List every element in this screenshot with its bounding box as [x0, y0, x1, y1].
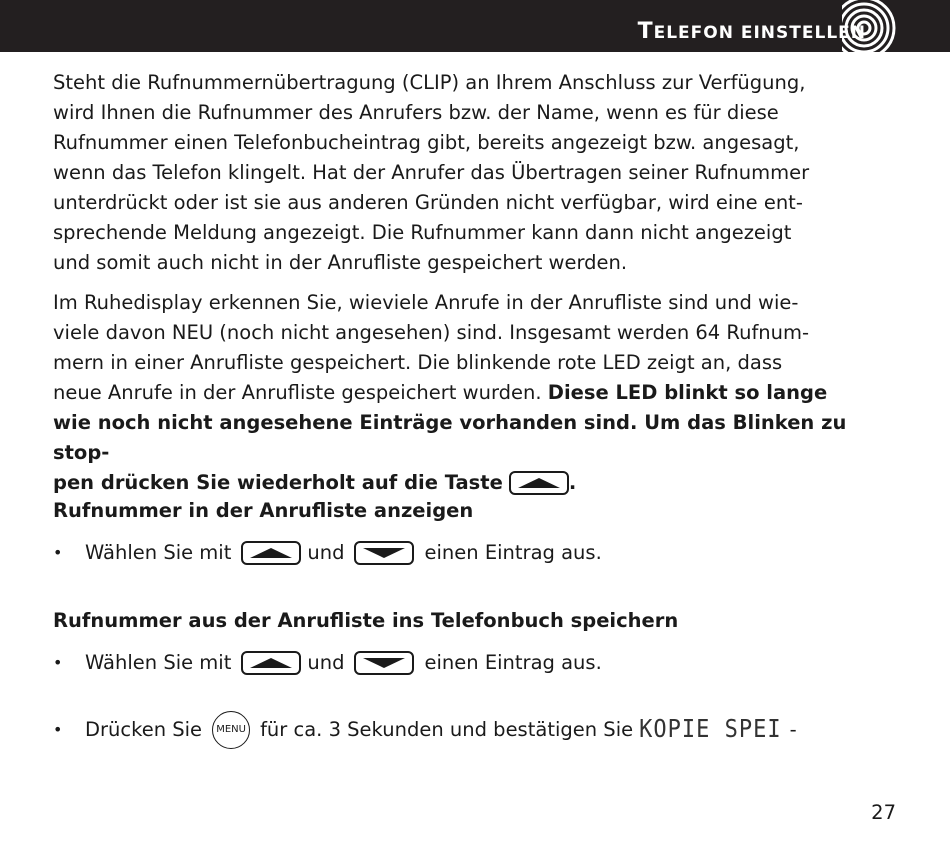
title-rest: ELEFON EINSTELLEN — [653, 23, 866, 43]
list-item — [53, 538, 602, 568]
period: . — [568, 471, 577, 494]
text-line: Im Ruhedisplay erkennen Sie, wieviele Anrufe in der Anrufliste sind und wie- — [53, 291, 799, 314]
text-normal: einen Eintrag aus. — [424, 651, 602, 674]
text-line: wenn das Telefon klingelt. Hat der Anrufer das Übertragen seiner Rufnummer — [53, 161, 810, 184]
page-number: 27 — [871, 801, 896, 824]
title-initial: T — [637, 19, 654, 44]
menu-key-label: MENU — [216, 724, 246, 735]
section-heading-show-number: Rufnummer in der Anrufliste anzeigen — [53, 499, 474, 522]
text-line: wird Ihnen die Rufnummer des Anrufers bzw. der Name, wenn es für diese — [53, 101, 779, 124]
text-line: unterdrückt oder ist sie aus anderen Gründen nicht verfügbar, wird eine ent- — [53, 191, 803, 214]
text-line: Steht die Rufnummernübertragung (CLIP) an Ihrem Anschluss zur Verfügung, — [53, 71, 806, 94]
text-normal: Wählen Sie mit — [85, 651, 232, 674]
down-arrow-key-icon — [354, 651, 414, 675]
text-normal: einen Eintrag aus. — [424, 541, 602, 564]
text-line — [53, 378, 898, 408]
section-heading-save-number: Rufnummer aus der Anrufliste ins Telefonbuch speichern — [53, 609, 679, 632]
text-normal: und — [307, 651, 345, 674]
text-bold: Diese LED blinkt so lange — [547, 381, 828, 404]
text-line — [53, 408, 898, 468]
text-normal: für ca. 3 Sekunden und bestätigen Sie — [260, 718, 634, 741]
sound-waves-icon — [842, 0, 898, 52]
up-arrow-key-icon — [241, 651, 301, 675]
text-line: und somit auch nicht in der Anrufliste gespeichert werden. — [53, 251, 628, 274]
text-line: sprechende Meldung angezeigt. Die Rufnummer kann dann nicht angezeigt — [53, 221, 792, 244]
text-bold: wie noch nicht angesehene Einträge vorhanden sind. Um das Blinken zu stop- — [53, 411, 847, 464]
page-section-title — [638, 19, 866, 44]
header-bar — [0, 0, 950, 52]
menu-key-icon — [212, 711, 250, 749]
text-line: Rufnummer einen Telefonbucheintrag gibt, bereits angezeigt bzw. angesagt, — [53, 131, 800, 154]
text-bold: pen drücken Sie wiederholt auf die Taste — [53, 471, 503, 494]
up-arrow-key-icon — [509, 471, 569, 495]
bullet: • — [53, 543, 63, 562]
intro-paragraph — [53, 68, 898, 278]
text-normal: Wählen Sie mit — [85, 541, 232, 564]
text-normal: neue Anrufe in der Anrufliste gespeichert wurden. — [53, 381, 548, 404]
text-line — [53, 468, 898, 498]
list-item — [53, 711, 797, 749]
text-normal: Drücken Sie — [85, 718, 203, 741]
list-item — [53, 648, 602, 678]
text-line: mern in einer Anrufliste gespeichert. Die blinkende rote LED zeigt an, dass — [53, 351, 783, 374]
text-normal: und — [307, 541, 345, 564]
down-arrow-key-icon — [354, 541, 414, 565]
call-list-paragraph — [53, 288, 898, 498]
text-normal: - — [789, 718, 797, 741]
lcd-display-text: KOPIE SPEI — [639, 715, 782, 744]
bullet: • — [53, 653, 63, 672]
up-arrow-key-icon — [241, 541, 301, 565]
text-line: viele davon NEU (noch nicht angesehen) sind. Insgesamt werden 64 Rufnum- — [53, 321, 810, 344]
bullet: • — [53, 720, 63, 739]
